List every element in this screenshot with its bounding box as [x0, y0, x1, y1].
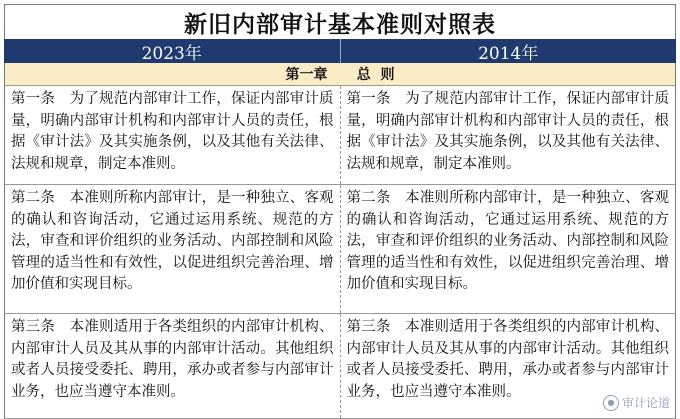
chapter-heading: 第一章 总 则: [4, 63, 676, 86]
article-3-2014: 第三条 本准则适用于各类组织的内部审计机构、内部审计人员及其从事的内部审计活动。其他组织或者人员接受委托、聘用，承办或者参与内部审计业务，也应当遵守本准则。: [340, 314, 676, 418]
article-3-2023: 第三条 本准则适用于各类组织的内部审计机构、内部审计人员及其从事的内部审计活动。其他组织或者人员接受委托、聘用，承办或者参与内部审计业务，也应当遵守本准则。: [11, 319, 334, 400]
article-1-2014: 第一条 为了规范内部审计工作，保证内部审计质量，明确内部审计机构和内部审计人员的责任，根据《审计法》及其实施条例，以及其他有关法律、法规和规章，制定本准则。: [340, 86, 676, 184]
year-header-2014: 2014年: [478, 43, 539, 64]
article-1-2023: 第一条 为了规范内部审计工作，保证内部审计质量，明确内部审计机构和内部审计人员的责任，根据《审计法》及其实施条例，以及其他有关法律、法规和规章，制定本准则。: [11, 91, 334, 172]
comparison-table: [4, 4, 676, 415]
table-title: 新旧内部审计基本准则对照表: [4, 4, 676, 39]
table-row: [4, 314, 676, 419]
watermark-text: 审计论道: [621, 396, 670, 410]
article-2-2023: 第二条 本准则所称内部审计，是一种独立、客观的确认和咨询活动，它通过运用系统、规范的方法，审查和评价组织的业务活动、内部控制和风险管理的适当性和有效性，以促进组织完善治理、增加价值和实现目标。: [11, 190, 334, 292]
year-header-2023: 2023年: [4, 39, 341, 63]
year-header-row: [4, 39, 676, 63]
watermark: [603, 394, 670, 411]
table-row: [4, 185, 676, 314]
wechat-icon: ●: [603, 395, 619, 411]
table-row: [4, 86, 676, 185]
article-2-2014: 第二条 本准则所称内部审计，是一种独立、客观的确认和咨询活动，它通过运用系统、规范的方法，审查和评价组织的业务活动、内部控制和风险管理的适当性和有效性，以促进组织完善治理、增加价值和实现目标。: [340, 185, 676, 313]
